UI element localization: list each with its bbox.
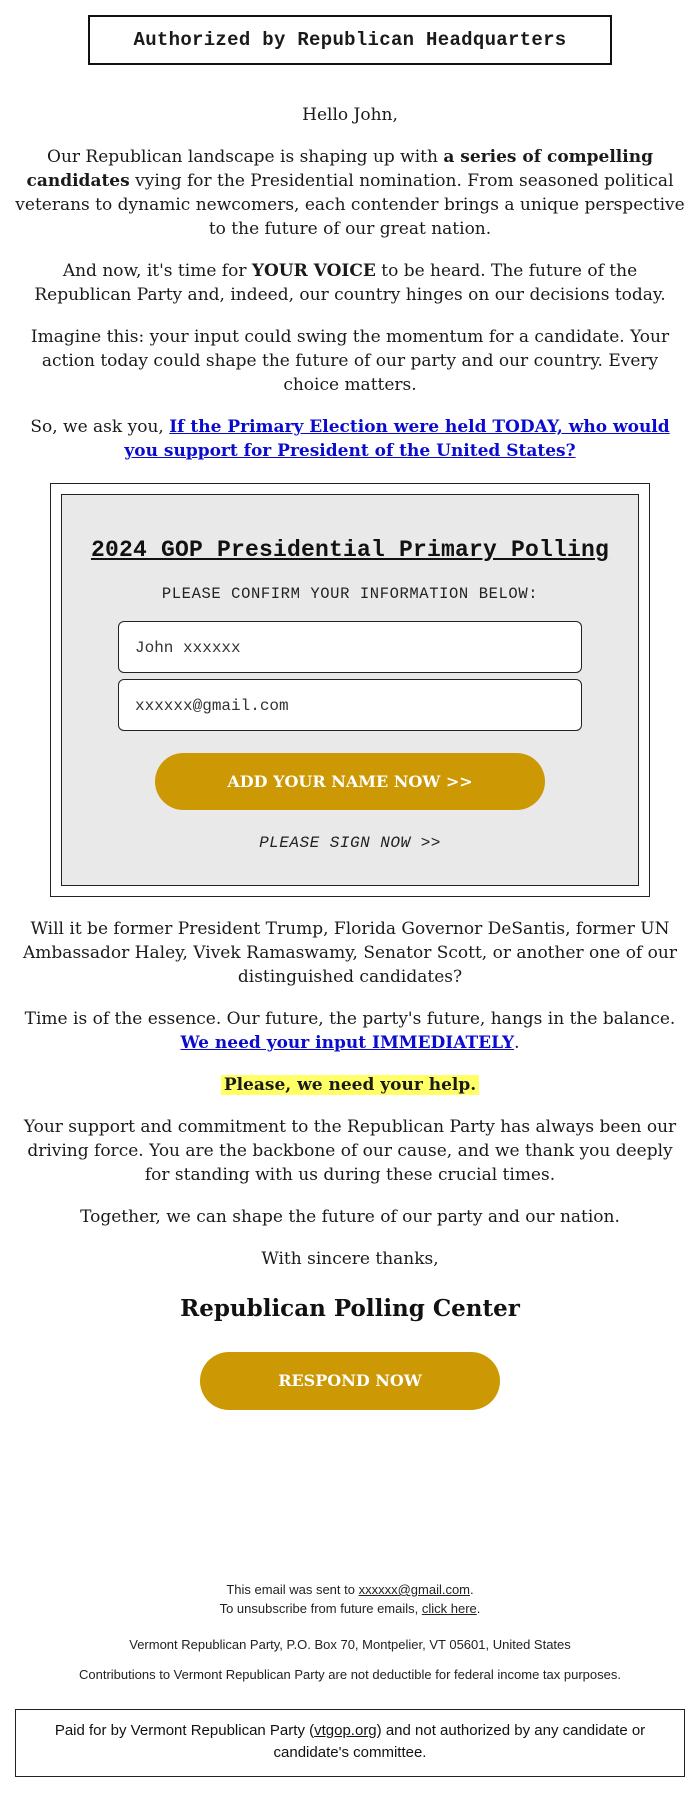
your-voice-emphasis: YOUR VOICE xyxy=(251,261,376,281)
help-highlight: Please, we need your help. xyxy=(221,1075,479,1095)
footer-contributions: Contributions to Vermont Republican Party are not deductible for federal income tax purposes. xyxy=(79,1667,621,1682)
paid-for-disclaimer: Paid for by Vermont Republican Party (vtgop.org) and not authorized by any candidate or candidate's committee. xyxy=(15,1709,685,1777)
poll-title: 2024 GOP Presidential Primary Polling xyxy=(90,537,610,563)
email-body xyxy=(0,15,700,1410)
poll-box xyxy=(50,483,650,897)
paragraph-question: So, we ask you, If the Primary Election were held TODAY, who would you support for President of the United States? xyxy=(30,417,670,461)
paragraph-together: Together, we can shape the future of our party and our nation. xyxy=(80,1207,620,1227)
please-sign-link[interactable]: PLEASE SIGN NOW >> xyxy=(259,834,441,852)
poll-subtitle: PLEASE CONFIRM YOUR INFORMATION BELOW: xyxy=(161,585,539,603)
vtgop-link[interactable]: vtgop.org xyxy=(314,1722,377,1739)
poll-panel xyxy=(61,494,639,886)
need-input-link[interactable]: We need your input IMMEDIATELY xyxy=(180,1033,515,1053)
authorized-text: Authorized by Republican Headquarters xyxy=(133,29,567,51)
candidates-emphasis: a series of compelling candidates xyxy=(26,147,653,191)
email-field[interactable]: xxxxxx@gmail.com xyxy=(118,679,582,731)
paragraph-candidates: Our Republican landscape is shaping up with a series of compelling candidates vying for the Presidential nomination. From seasoned political veterans to dynamic newcomers, each contender brings a unique perspective to the future of our great nation. xyxy=(15,147,685,239)
paragraph-candidate-list: Will it be former President Trump, Florida Governor DeSantis, former UN Ambassador Haley, Vivek Ramaswamy, Senator Scott, or another one of our distinguished candidates? xyxy=(23,919,677,987)
paragraph-your-voice: And now, it's time for YOUR VOICE to be heard. The future of the Republican Party and, indeed, our country hinges on our decisions today. xyxy=(34,261,666,305)
unsubscribe-link[interactable]: click here xyxy=(421,1601,477,1616)
paragraph-help xyxy=(15,1073,685,1097)
name-field[interactable]: John xxxxxx xyxy=(118,621,582,673)
primary-question-link[interactable]: If the Primary Election were held TODAY, who would you support for President of the United States? xyxy=(124,417,670,461)
greeting: Hello John, xyxy=(302,105,398,125)
paragraph-support: Your support and commitment to the Republican Party has always been our driving force. You are the backbone of our cause, and we thank you deeply for standing with us during these crucial times. xyxy=(23,1117,677,1185)
recipient-email-link[interactable]: xxxxxx@gmail.com xyxy=(358,1582,471,1597)
respond-now-button[interactable]: RESPOND NOW xyxy=(200,1352,500,1410)
signature: Republican Polling Center xyxy=(180,1295,520,1322)
footer-address: Vermont Republican Party, P.O. Box 70, Montpelier, VT 05601, United States xyxy=(129,1637,571,1652)
authorized-banner xyxy=(88,15,612,65)
paragraph-urgency: Time is of the essence. Our future, the party's future, hangs in the balance. We need your input IMMEDIATELY. xyxy=(24,1009,676,1053)
paragraph-imagine: Imagine this: your input could swing the momentum for a candidate. Your action today could shape the future of our party and our country. Every choice matters. xyxy=(30,327,670,395)
add-name-button[interactable]: ADD YOUR NAME NOW >> xyxy=(155,753,545,810)
footer-sent-info: This email was sent to xxxxxx@gmail.com. To unsubscribe from future emails, click here. xyxy=(219,1582,481,1616)
sign-off: With sincere thanks, xyxy=(261,1249,439,1269)
